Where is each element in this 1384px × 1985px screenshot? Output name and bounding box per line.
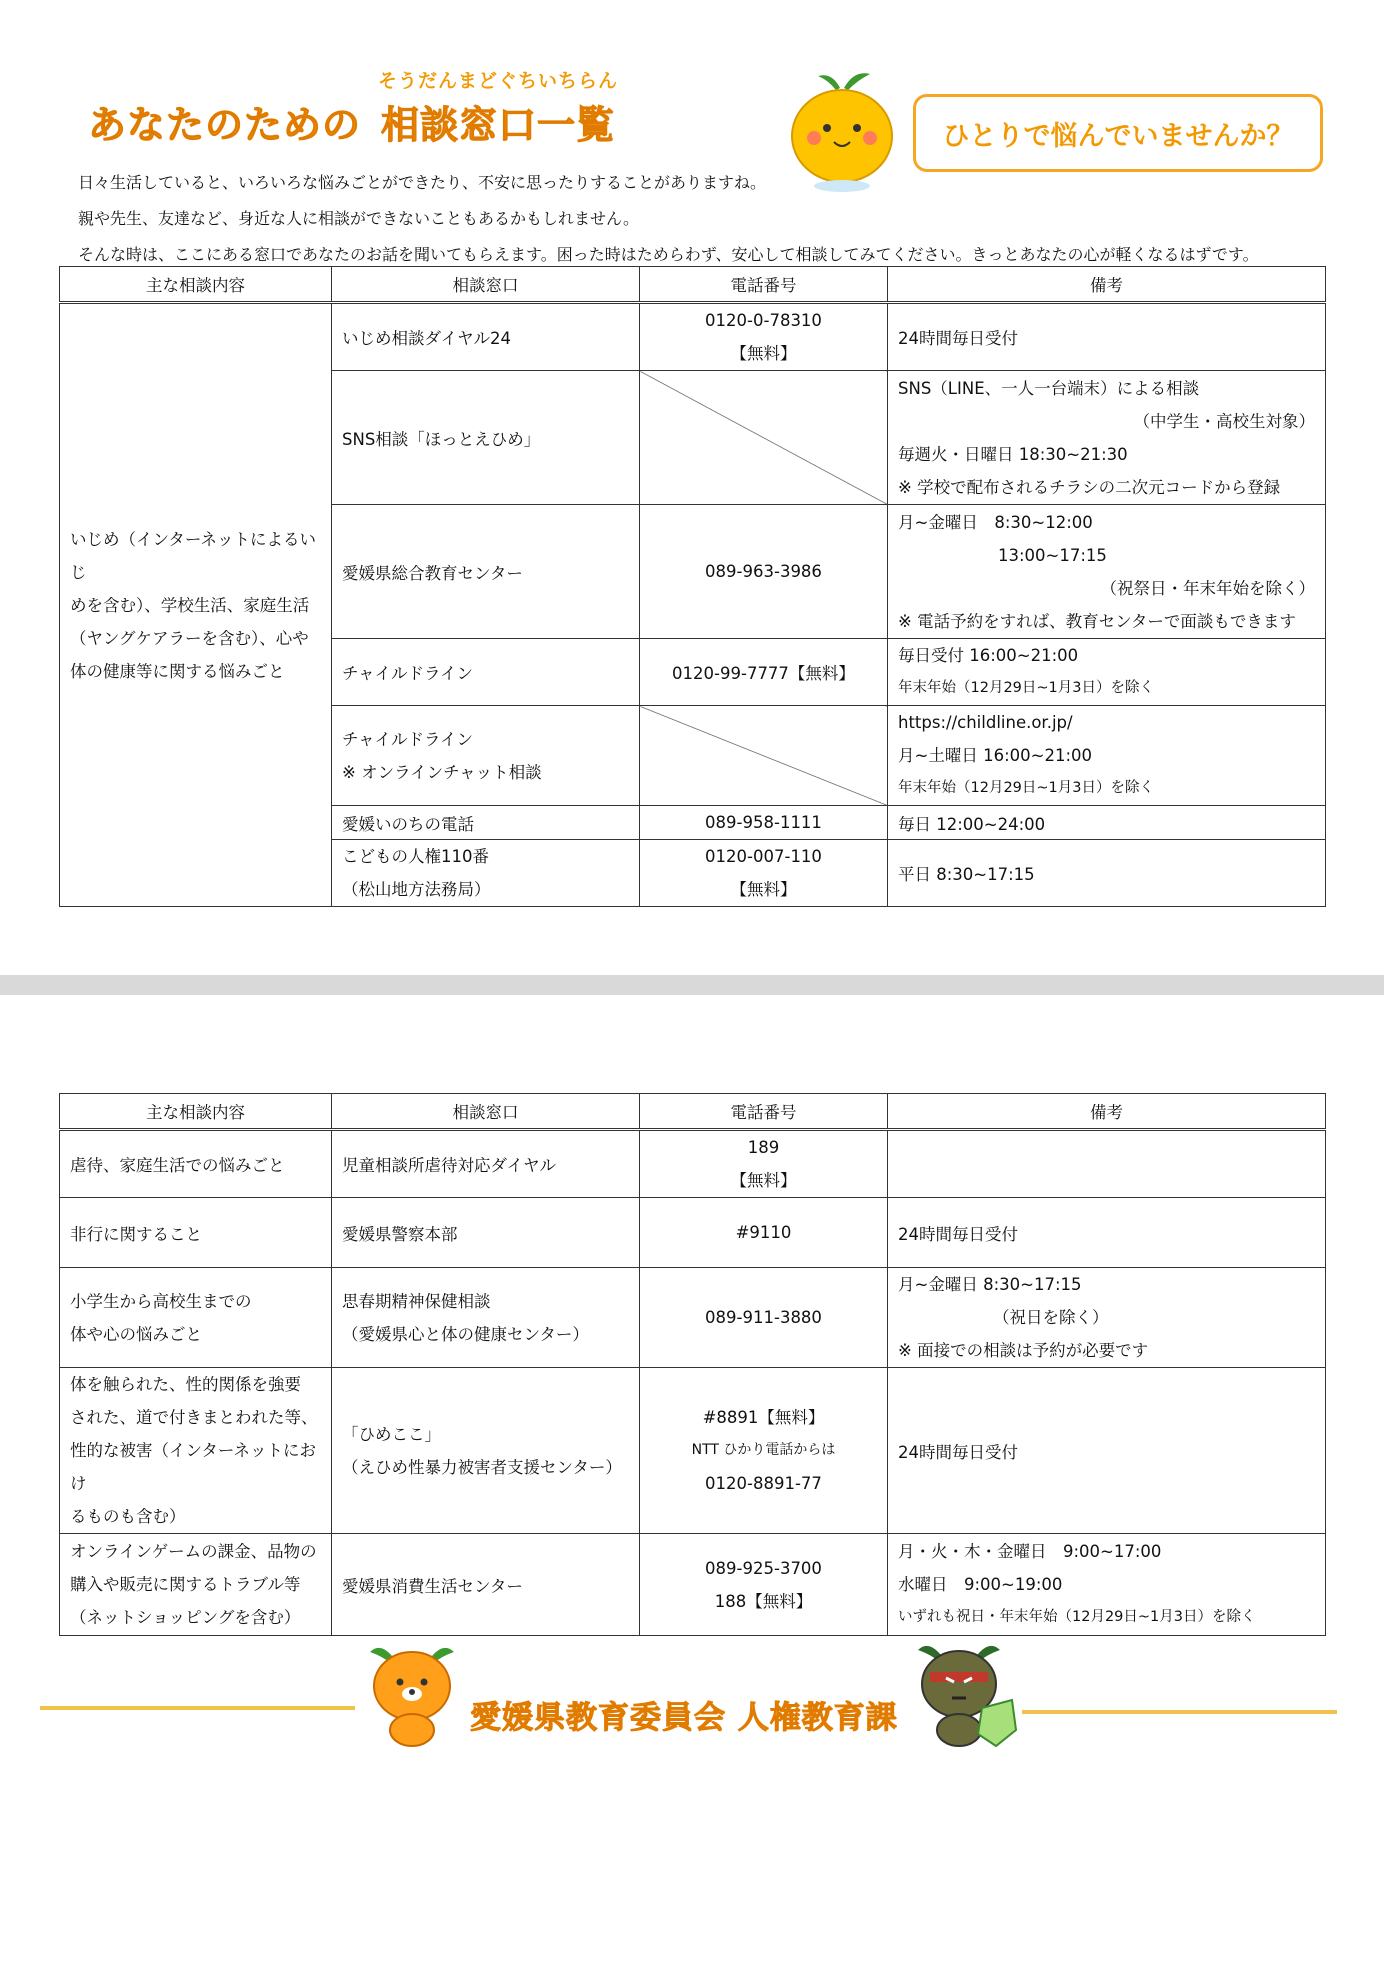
title-part-2: 相談窓口一覧	[381, 103, 616, 147]
intro-line: そんな時は、ここにある窓口であなたのお話を聞いてもらえます。困った時はためらわず、安心して相談してみてください。きっとあなたの心が軽くなるはずです。	[78, 245, 1259, 264]
table-row	[60, 1368, 1326, 1534]
window-cell: 愛媛県総合教育センター	[332, 505, 640, 639]
phone-cell: #9110	[640, 1198, 888, 1268]
col-topic: 主な相談内容	[60, 267, 332, 303]
topic-cell: 小学生から高校生までの 体や心の悩みごと	[60, 1268, 332, 1368]
page-separator	[0, 975, 1384, 995]
consultation-table-2	[59, 1093, 1326, 1636]
phone-cell: 0120-0-78310 【無料】	[640, 303, 888, 371]
col-window: 相談窓口	[332, 1094, 640, 1130]
title-ruby: そうだんまどぐちいちらん	[378, 70, 619, 92]
footer-line-right	[1022, 1710, 1337, 1714]
page-1	[0, 0, 1384, 975]
window-cell: こどもの人権110番 （松山地方法務局）	[332, 840, 640, 907]
footer-org: 愛媛県教育委員会 人権教育課	[470, 1700, 898, 1736]
page-2	[0, 995, 1384, 1985]
window-cell: 愛媛県警察本部	[332, 1198, 640, 1268]
col-phone: 電話番号	[640, 1094, 888, 1130]
table-header-row	[60, 1094, 1326, 1130]
speech-bubble: ひとりで悩んでいませんか？	[913, 94, 1323, 172]
notes-cell: 月~金曜日 8:30~17:15 （祝日を除く） ※ 面接での相談は予約が必要です	[888, 1268, 1326, 1368]
notes-cell	[888, 1130, 1326, 1198]
col-notes: 備考	[888, 267, 1326, 303]
topic-cell: 体を触られた、性的関係を強要 された、道で付きまとわれた等、 性的な被害（インターネットにおけ るものも含む）	[60, 1368, 332, 1534]
intro-line: 日々生活していると、いろいろな悩みごとができたり、不安に思ったりすることがありますね。	[78, 173, 767, 192]
darkmikyan-mascot-icon	[912, 1638, 1022, 1753]
consultation-table-1	[59, 266, 1326, 907]
phone-cell: 089-911-3880	[640, 1268, 888, 1368]
phone-cell: 089-925-3700 188【無料】	[640, 1534, 888, 1636]
table-row	[60, 1130, 1326, 1198]
notes-cell: 月~金曜日 8:30~12:00 13:00~17:15 （祝祭日・年末年始を除く） ※ 電話予約をすれば、教育センターで面談もできます	[888, 505, 1326, 639]
phone-cell: #8891【無料】 NTT ひかり電話からは 0120-8891-77	[640, 1368, 888, 1534]
notes-cell: 毎日受付 16:00~21:00 年末年始（12月29日~1月3日）を除く	[888, 639, 1326, 706]
table-header-row	[60, 267, 1326, 303]
window-cell: 思春期精神保健相談 （愛媛県心と体の健康センター）	[332, 1268, 640, 1368]
intro-line: 親や先生、友達など、身近な人に相談ができないこともあるかもしれません。	[78, 209, 639, 228]
col-window: 相談窓口	[332, 267, 640, 303]
phone-cell: 0120-007-110 【無料】	[640, 840, 888, 907]
col-notes: 備考	[888, 1094, 1326, 1130]
window-cell: 愛媛県消費生活センター	[332, 1534, 640, 1636]
window-cell: いじめ相談ダイヤル24	[332, 303, 640, 371]
window-cell: チャイルドライン ※ オンラインチャット相談	[332, 706, 640, 806]
notes-cell: 24時間毎日受付	[888, 1198, 1326, 1268]
topic-cell: いじめ（インターネットによるいじ めを含む）、学校生活、家庭生活 （ヤングケアラーを含む）、心や 体の健康等に関する悩みごと	[60, 303, 332, 907]
window-cell: SNS相談「ほっとえひめ」	[332, 371, 640, 505]
window-cell: 「ひめここ」 （えひめ性暴力被害者支援センター）	[332, 1368, 640, 1534]
notes-cell: 24時間毎日受付	[888, 303, 1326, 371]
table-row	[60, 1198, 1326, 1268]
intro-text	[78, 165, 1318, 273]
notes-cell: SNS（LINE、一人一台端末）による相談 （中学生・高校生対象） 毎週火・日曜日 18:30~21:30 ※ 学校で配布されるチラシの二次元コードから登録	[888, 371, 1326, 505]
notes-cell: 24時間毎日受付	[888, 1368, 1326, 1534]
phone-cell: 089-963-3986	[640, 505, 888, 639]
col-topic: 主な相談内容	[60, 1094, 332, 1130]
table-row	[60, 303, 1326, 371]
mikyan-mascot-icon	[362, 1638, 462, 1748]
title-part-1: あなたのための	[88, 103, 362, 147]
window-cell: 愛媛いのちの電話	[332, 806, 640, 840]
table-row	[60, 1534, 1326, 1636]
window-cell: チャイルドライン	[332, 639, 640, 706]
phone-cell: 089-958-1111	[640, 806, 888, 840]
topic-cell: オンラインゲームの課金、品物の 購入や販売に関するトラブル等 （ネットショッピングを含む）	[60, 1534, 332, 1636]
footer-line-left	[40, 1706, 355, 1710]
notes-cell: 平日 8:30~17:15	[888, 840, 1326, 907]
phone-cell-empty	[640, 371, 888, 505]
window-cell: 児童相談所虐待対応ダイヤル	[332, 1130, 640, 1198]
topic-cell: 非行に関すること	[60, 1198, 332, 1268]
phone-cell: 0120-99-7777【無料】	[640, 639, 888, 706]
topic-cell: 虐待、家庭生活での悩みごと	[60, 1130, 332, 1198]
table-row	[60, 1268, 1326, 1368]
phone-cell: 189 【無料】	[640, 1130, 888, 1198]
notes-cell: https://childline.or.jp/ 月~土曜日 16:00~21:00 年末年始（12月29日~1月3日）を除く	[888, 706, 1326, 806]
page-title	[88, 94, 615, 149]
col-phone: 電話番号	[640, 267, 888, 303]
notes-cell: 毎日 12:00~24:00	[888, 806, 1326, 840]
phone-cell-empty	[640, 706, 888, 806]
notes-cell: 月・火・木・金曜日 9:00~17:00 水曜日 9:00~19:00 いずれも祝日・年末年始（12月29日~1月3日）を除く	[888, 1534, 1326, 1636]
